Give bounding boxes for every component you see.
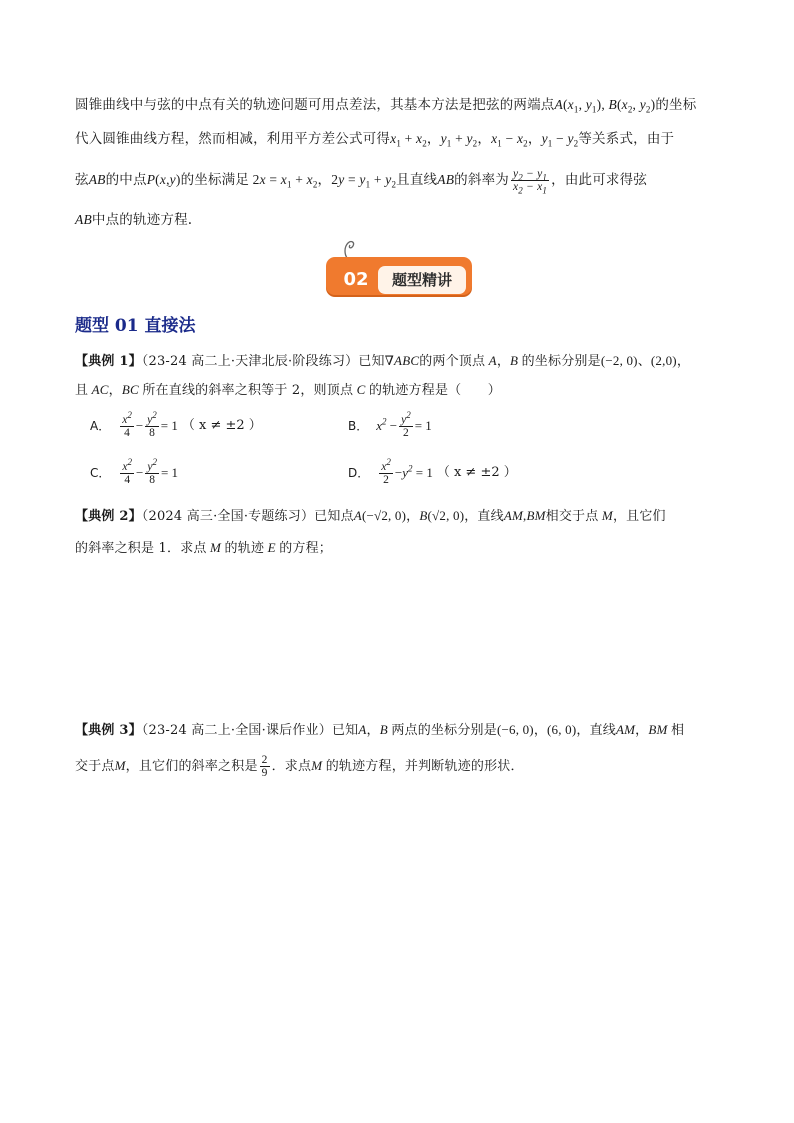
example2-text: ，且它们 <box>612 509 666 524</box>
intro-text: 的坐标 <box>655 97 697 113</box>
option-a[interactable]: A． $\frac{x^2}{4}$ − $\frac{y^2}{8}$ = 1 （ x ≠ ±2 ） <box>90 408 262 444</box>
example3-text: ，直线 <box>576 723 616 738</box>
example2-source: （2024 高三·全国·专题练习） <box>141 509 315 524</box>
example1-text: 所在直线的斜率之积等于 2，则顶点 <box>142 383 354 398</box>
example2-text: 相交于点 <box>545 509 599 524</box>
example1-line-2: 且 AC，BC 所在直线的斜率之积等于 2，则顶点 C 的轨迹方程是（ ） <box>75 382 501 398</box>
example3-text: ．求点 <box>271 759 312 774</box>
banner-body <box>326 257 472 295</box>
intro-text: 的斜率为 <box>454 172 509 188</box>
example2-text: 的轨迹 <box>224 541 265 556</box>
example2-text: ，直线 <box>464 509 504 524</box>
example3-text: 交于点 <box>75 759 115 774</box>
option-condition: （ x ≠ ±2 ） <box>436 465 517 480</box>
option-letter: B． <box>348 419 369 433</box>
section-banner <box>326 253 472 295</box>
intro-line-1: 圆锥曲线中与弦的中点有关的轨迹问题可用点差法，其基本方法是把弦的两端点$A(x_1$, $y_1$), $B(x_2$, $y_2$)的坐标 <box>75 97 697 115</box>
section-title: 题型 01 直接法 <box>75 316 196 336</box>
example3-text: 的轨迹方程，并判断轨迹的形状． <box>325 759 524 774</box>
example1-text: ， <box>676 354 691 369</box>
banner-title: 题型精讲 <box>378 266 466 294</box>
intro-text: 中点的轨迹方程. <box>91 212 193 228</box>
intro-line-4: AB中点的轨迹方程. <box>75 212 193 228</box>
example3-source: （23-24 高二上·全国·课后作业） <box>141 723 332 738</box>
example2-text: 的斜率之积是 1．求点 <box>75 541 207 556</box>
intro-text: 弦 <box>75 172 89 188</box>
option-letter: A． <box>90 419 111 433</box>
intro-text: 代入圆锥曲线方程，然而相减，利用平方差公式可得 <box>75 131 391 147</box>
example1-text: 的两个顶点 <box>419 354 486 369</box>
intro-text: 圆锥曲线中与弦的中点有关的轨迹问题可用点差法，其基本方法是把弦的两端点 <box>75 97 555 113</box>
math-expressions: x <box>390 131 397 146</box>
example2-text: 已知点 <box>314 509 354 524</box>
intro-line-2: 代入圆锥曲线方程，然而相减，利用平方差公式可得$x_1 + x_2$，$y_1 + y_2$，$x_1 - x_2$，$y_1 - y_2$等关系式，由于 <box>75 131 675 149</box>
example1-text: 的坐标分别是 <box>521 354 601 369</box>
example2-text: 的方程； <box>279 541 333 556</box>
intro-text: ，由此可求得弦 <box>551 172 648 188</box>
option-b[interactable]: B． $x^2$ − $\frac{y^2}{2}$ = 1 <box>348 408 432 444</box>
example3-line-1: 【典例 3】（23-24 高二上·全国·课后作业）已知A，B 两点的坐标分别是(−6, 0)，(6, 0)，直线AM，BM 相 <box>75 722 685 738</box>
example1-source: （23-24 高二上·天津北辰·阶段练习） <box>141 354 359 369</box>
slope-fraction: $\frac{y_2 - y_1}{x_2 - x_1}$ <box>512 168 548 196</box>
option-letter: D． <box>348 466 370 480</box>
example2-line-1: 【典例 2】（2024 高三·全国·专题练习）已知点A(−√2, 0)，B(√2, 0)，直线AM,BM相交于点 M，且它们 <box>75 508 666 524</box>
example1-line-1: 【典例 1】（23-24 高二上·天津北辰·阶段练习）已知∇ABC的两个顶点 A，B 的坐标分别是(−2, 0)、(2,0)， <box>75 353 691 369</box>
option-letter: C． <box>90 466 111 480</box>
intro-text: 的中点 <box>105 172 147 188</box>
example1-text: 的轨迹方程是（ ） <box>368 383 501 398</box>
example3-text: ，且它们的斜率之积是 <box>125 759 258 774</box>
example1-label: 【典例 1】 <box>75 354 142 369</box>
example2-label: 【典例 2】 <box>75 509 142 524</box>
option-c[interactable]: C． $\frac{x^2}{4}$ − $\frac{y^2}{8}$ = 1 <box>90 455 178 491</box>
example1-text: 且 <box>75 383 89 398</box>
intro-text: 等关系式，由于 <box>578 131 675 147</box>
example3-line-2: 交于点M，且它们的斜率之积是 $\frac{2}{9}$ ．求点M 的轨迹方程，并判断轨迹的形状． <box>75 754 524 779</box>
banner-number: 02 <box>343 269 369 290</box>
example3-text: 相 <box>671 723 685 738</box>
math-points-ab: A <box>554 97 563 112</box>
example3-text: 已知 <box>331 723 359 738</box>
example3-text: 两点的坐标分别是 <box>391 723 497 738</box>
example2-line-2: 的斜率之积是 1．求点 M 的轨迹 E 的方程； <box>75 540 333 556</box>
intro-text: 的坐标满足 <box>180 172 250 188</box>
example1-text: 已知 <box>358 354 385 369</box>
intro-text: 且直线 <box>396 172 438 188</box>
intro-line-3: 弦AB的中点P(x,y)的坐标满足 $2x = x_1 + x_2$，$2y = y_1 + y_2$且直线AB的斜率为 $\frac{y_2 - y_1}{x_2 - x_1}$ ，由此可求得弦 <box>75 168 648 196</box>
example3-label: 【典例 3】 <box>75 723 142 738</box>
option-d[interactable]: D． $\frac{x^2}{2}$ − $y^2$ = 1 （ x ≠ ±2 ） <box>348 455 517 491</box>
option-condition: （ x ≠ ±2 ） <box>181 418 262 433</box>
